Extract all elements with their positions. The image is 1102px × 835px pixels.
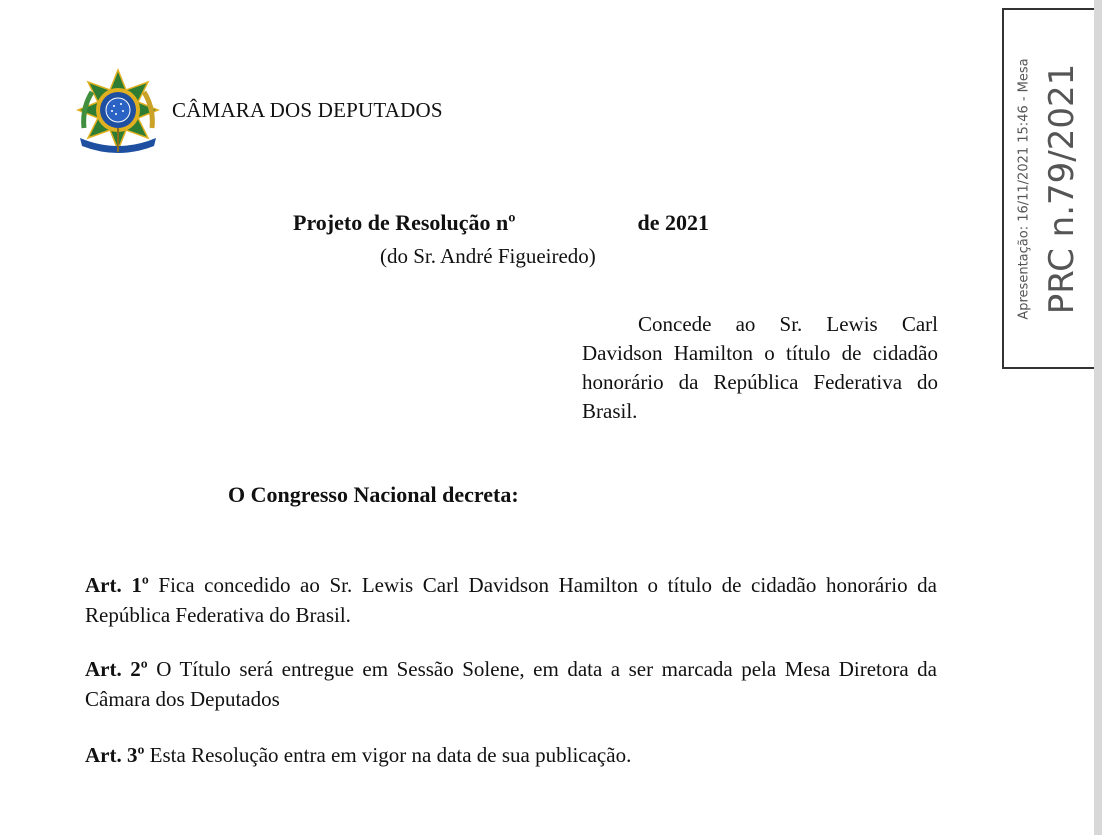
- enacting-clause: O Congresso Nacional decreta:: [228, 482, 519, 507]
- bill-title-year: de 2021: [637, 210, 710, 235]
- stamp-code: PRC n.79/2021: [1042, 63, 1082, 314]
- article-2: [85, 654, 937, 714]
- article-3: [85, 740, 937, 770]
- stamp-presentation-date: Apresentação: 16/11/2021 15:46 - Mesa: [1016, 57, 1032, 320]
- institution-name: CÂMARA DOS DEPUTADOS: [172, 98, 443, 122]
- brazil-coat-of-arms-icon: [76, 68, 160, 154]
- bill-author: (do Sr. André Figueiredo): [380, 244, 596, 268]
- page-edge: [1094, 0, 1102, 835]
- article-1-label: Art. 1º: [85, 573, 149, 597]
- article-1: [85, 570, 937, 630]
- article-1-text: Fica concedido ao Sr. Lewis Carl Davidson Hamilton o título de cidadão honorário da República Federativa do Brasil.: [85, 573, 938, 627]
- bill-title: [293, 210, 709, 236]
- article-3-text: Esta Resolução entra em vigor na data de sua publicação.: [149, 743, 632, 767]
- article-2-text: O Título será entregue em Sessão Solene, em data a ser marcada pela Mesa Diretora da Câmara dos Deputados: [85, 657, 937, 711]
- bill-title-label: Projeto de Resolução nº: [293, 210, 516, 235]
- protocol-stamp: [1002, 8, 1100, 369]
- article-3-label: Art. 3º: [85, 743, 145, 767]
- article-2-label: Art. 2º: [85, 657, 148, 681]
- bill-summary: Concede ao Sr. Lewis Carl Davidson Hamilton o título de cidadão honorário da República Federativa do Brasil.: [582, 312, 938, 423]
